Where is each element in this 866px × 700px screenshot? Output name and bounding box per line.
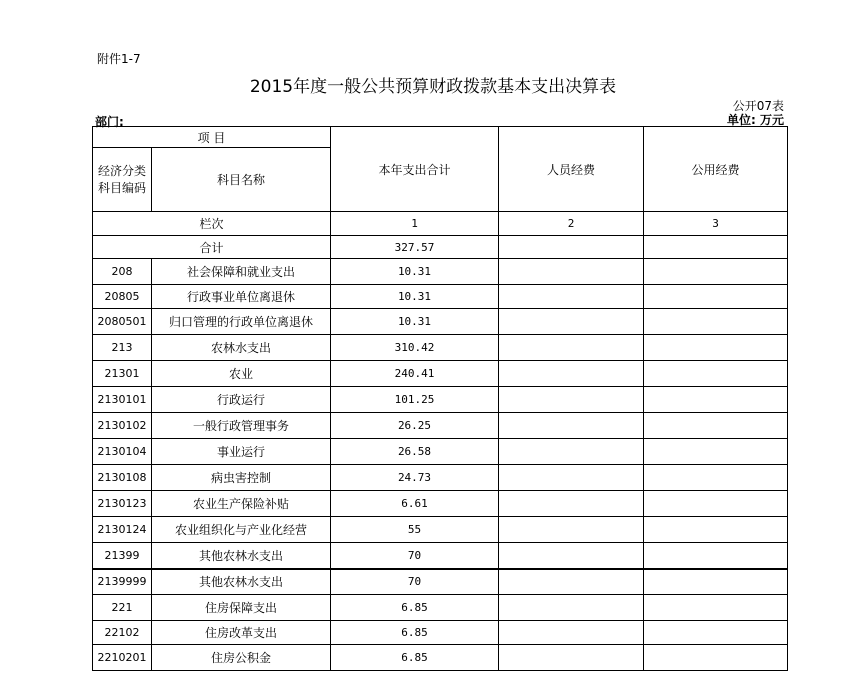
row-name: 社会保障和就业支出 [152,259,331,285]
row-code: 208 [93,259,152,285]
table-row [93,465,838,491]
table-row [93,309,838,335]
table-row [93,285,838,309]
row-name: 一般行政管理事务 [152,413,331,439]
row-name: 农业生产保险补贴 [152,491,331,517]
row-public [644,517,788,543]
row-total: 55 [331,517,499,543]
row-total: 10.31 [331,259,499,285]
total-row-personnel [499,236,644,259]
item-group-header: 项 目 [93,127,331,148]
row-name: 归口管理的行政单位离退休 [152,309,331,335]
row-public [644,309,788,335]
blank-cell [788,543,838,569]
blank-cell [788,259,838,285]
blank-cell [788,621,838,645]
column-index-3: 3 [644,212,788,236]
table-row [93,595,838,621]
row-code: 2139999 [93,569,152,595]
row-name: 农业组织化与产业化经营 [152,517,331,543]
expenditure-table [92,126,838,671]
blank-cell [788,517,838,543]
row-public [644,465,788,491]
row-public [644,595,788,621]
row-personnel [499,569,644,595]
row-code: 2130123 [93,491,152,517]
row-total: 101.25 [331,387,499,413]
blank-cell [788,465,838,491]
total-row-public [644,236,788,259]
row-name: 行政运行 [152,387,331,413]
row-code: 221 [93,595,152,621]
row-code: 2130102 [93,413,152,439]
row-name: 农业 [152,361,331,387]
blank-cell [788,595,838,621]
row-name: 行政事业单位离退休 [152,285,331,309]
personnel-col-header: 人员经费 [499,127,644,212]
row-code: 2130101 [93,387,152,413]
row-name: 住房公积金 [152,645,331,671]
table-row [93,259,838,285]
name-col-header: 科目名称 [152,148,331,212]
report-meta [727,99,784,127]
code-col-header [93,148,152,212]
row-personnel [499,543,644,569]
blank-cell [788,309,838,335]
table-row [93,645,838,671]
row-total: 310.42 [331,335,499,361]
blank-cell [788,645,838,671]
row-public [644,439,788,465]
row-name: 其他农林水支出 [152,543,331,569]
blank-cell [788,569,838,595]
table-row [93,439,838,465]
row-total: 70 [331,543,499,569]
row-total: 6.85 [331,595,499,621]
public-col-header: 公用经费 [644,127,788,212]
row-total: 6.61 [331,491,499,517]
row-total: 240.41 [331,361,499,387]
row-personnel [499,413,644,439]
row-public [644,259,788,285]
row-total: 70 [331,569,499,595]
row-name: 其他农林水支出 [152,569,331,595]
table-row [93,569,838,595]
row-total: 6.85 [331,645,499,671]
attachment-label: 附件1-7 [97,52,141,66]
page-title: 2015年度一般公共预算财政拨款基本支出决算表 [249,77,617,97]
column-index-row [93,212,838,236]
code-col-header-line1: 经济分类 [97,163,146,178]
row-public [644,285,788,309]
row-total: 6.85 [331,621,499,645]
header-row-group [93,127,838,148]
blank-cell [788,491,838,517]
table-row [93,387,838,413]
row-public [644,645,788,671]
total-row-total: 327.57 [331,236,499,259]
row-public [644,413,788,439]
unit-label: 单位: 万元 [727,113,784,127]
row-code: 2130124 [93,517,152,543]
row-name: 住房保障支出 [152,595,331,621]
row-name: 事业运行 [152,439,331,465]
row-personnel [499,491,644,517]
row-personnel [499,361,644,387]
row-total: 10.31 [331,309,499,335]
blank-cell [788,361,838,387]
blank-cell [788,413,838,439]
row-personnel [499,517,644,543]
row-personnel [499,309,644,335]
blank-cell [788,285,838,309]
row-personnel [499,465,644,491]
row-personnel [499,285,644,309]
row-public [644,335,788,361]
row-public [644,361,788,387]
row-personnel [499,259,644,285]
form-number: 公开07表 [732,99,784,113]
column-index-2: 2 [499,212,644,236]
row-total: 26.58 [331,439,499,465]
row-personnel [499,439,644,465]
row-personnel [499,645,644,671]
row-total: 24.73 [331,465,499,491]
row-public [644,621,788,645]
row-personnel [499,595,644,621]
row-code: 21301 [93,361,152,387]
row-personnel [499,335,644,361]
row-code: 2210201 [93,645,152,671]
total-row-label: 合计 [93,236,331,259]
total-col-header: 本年支出合计 [331,127,499,212]
blank-cell [788,439,838,465]
row-code: 2130104 [93,439,152,465]
row-code: 2080501 [93,309,152,335]
row-name: 病虫害控制 [152,465,331,491]
row-public [644,491,788,517]
row-public [644,569,788,595]
row-code: 21399 [93,543,152,569]
department-label: 部门: [95,115,124,129]
table-row [93,543,838,569]
row-name: 农林水支出 [152,335,331,361]
row-total: 26.25 [331,413,499,439]
row-name: 住房改革支出 [152,621,331,645]
column-index-label: 栏次 [93,212,331,236]
row-public [644,543,788,569]
row-code: 20805 [93,285,152,309]
table-row [93,491,838,517]
blank-cell [788,127,838,212]
table-row [93,413,838,439]
row-total: 10.31 [331,285,499,309]
row-personnel [499,621,644,645]
column-index-1: 1 [331,212,499,236]
row-code: 22102 [93,621,152,645]
blank-cell [788,335,838,361]
code-col-header-line2: 科目编码 [97,180,146,195]
table-row [93,335,838,361]
row-code: 2130108 [93,465,152,491]
total-row [93,236,838,259]
blank-cell [788,387,838,413]
row-code: 213 [93,335,152,361]
table-row [93,517,838,543]
blank-cell [788,212,838,236]
blank-cell [788,236,838,259]
table-row [93,361,838,387]
row-personnel [499,387,644,413]
table-row [93,621,838,645]
row-public [644,387,788,413]
